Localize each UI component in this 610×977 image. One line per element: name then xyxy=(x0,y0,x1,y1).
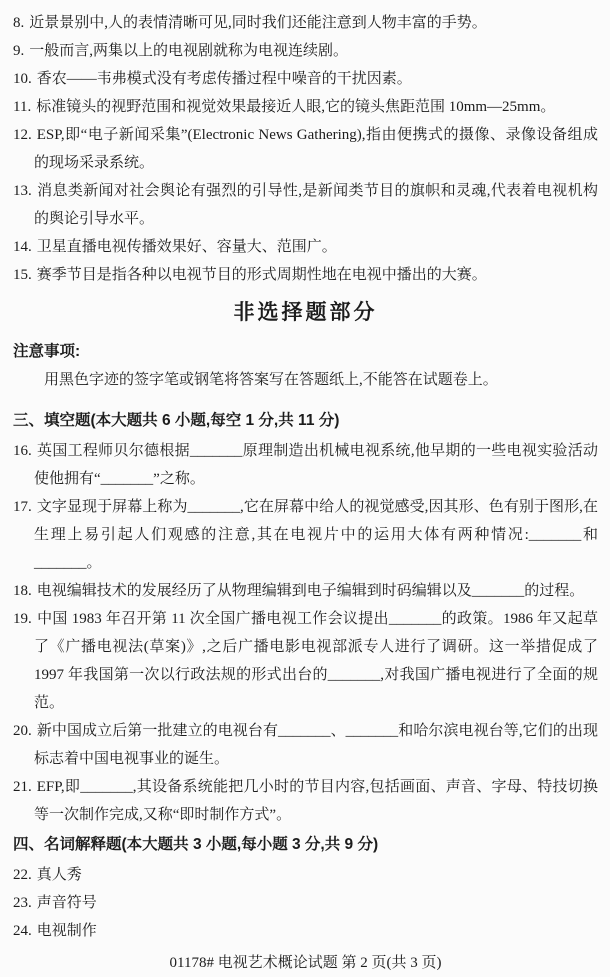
statement-item xyxy=(13,121,598,177)
fill-blank-item xyxy=(13,605,598,717)
term-item xyxy=(13,917,598,945)
item-text: 声音符号 xyxy=(36,895,97,911)
item-number: 19. xyxy=(13,611,32,627)
item-text: 一般而言,两集以上的电视剧就称为电视连续剧。 xyxy=(29,43,349,59)
item-number: 16. xyxy=(13,443,32,459)
fill-blank-items xyxy=(13,437,598,829)
item-number: 23. xyxy=(13,895,32,911)
term-item xyxy=(13,861,598,889)
item-text: 中国 1983 年召开第 11 次全国广播电视工作会议提出_______的政策。1986 年又起草了《广播电视法(草案)》,之后广播电影电视部派专人进行了调研。这一举措促成了 1997 年我国第一次以行政法规的形式出台的_______,对我国广播电视进行了全面的规范。 xyxy=(34,611,598,711)
non-choice-section-heading: 非选择题部分 xyxy=(233,301,378,324)
item-number: 21. xyxy=(13,779,32,795)
item-number: 10. xyxy=(13,71,32,87)
notice-body: 用黑色字迹的签字笔或钢笔将答案写在答题纸上,不能答在试题卷上。 xyxy=(44,372,498,388)
item-text: 文字显现于屏幕上称为_______,它在屏幕中给人的视觉感受,因其形、色有别于图形,在生理上易引起人们观感的注意,其在电视片中的运用大体有两种情况:_______和_______。 xyxy=(34,499,598,571)
fill-blank-item xyxy=(13,493,598,577)
item-number: 24. xyxy=(13,923,32,939)
item-text: 英国工程师贝尔德根据_______原理制造出机械电视系统,他早期的一些电视实验活动使他拥有“_______”之称。 xyxy=(34,443,598,487)
item-number: 20. xyxy=(13,723,32,739)
item-text: 香农——韦弗模式没有考虑传播过程中噪音的干扰因素。 xyxy=(36,71,412,87)
item-text: 电视编辑技术的发展经历了从物理编辑到电子编辑到时码编辑以及_______的过程。 xyxy=(36,583,585,599)
item-number: 13. xyxy=(13,183,32,199)
item-text: 电视制作 xyxy=(36,923,97,939)
item-number: 12. xyxy=(13,127,32,143)
item-number: 15. xyxy=(13,267,32,283)
item-text: 消息类新闻对社会舆论有强烈的引导性,是新闻类节目的旗帜和灵魂,代表着电视机构的舆论引导水平。 xyxy=(34,183,598,227)
item-text: 标准镜头的视野范围和视觉效果最接近人眼,它的镜头焦距范围 10mm—25mm。 xyxy=(36,99,556,115)
statement-item xyxy=(13,37,598,65)
item-text: 真人秀 xyxy=(36,867,82,883)
statement-item xyxy=(13,233,598,261)
term-items xyxy=(13,861,598,945)
item-text: EFP,即_______,其设备系统能把几小时的节目内容,包括画面、声音、字母、特技切换等一次制作完成,又称“即时制作方式”。 xyxy=(34,779,598,823)
fill-blank-item xyxy=(13,437,598,493)
term-item xyxy=(13,889,598,917)
page-footer: 01178# 电视艺术概论试题 第 2 页(共 3 页) xyxy=(169,955,442,971)
notice-block xyxy=(13,338,598,394)
item-number: 11. xyxy=(13,99,32,115)
item-text: 近景景别中,人的表情清晰可见,同时我们还能注意到人物丰富的手势。 xyxy=(29,15,487,31)
judgment-statements xyxy=(13,9,598,289)
item-text: 赛季节目是指各种以电视节目的形式周期性地在电视中播出的大赛。 xyxy=(36,267,487,283)
term-section-heading: 四、名词解释题(本大题共 3 小题,每小题 3 分,共 9 分) xyxy=(13,836,379,853)
item-text: 新中国成立后第一批建立的电视台有_______、_______和哈尔滨电视台等,它们的出现标志着中国电视事业的诞生。 xyxy=(34,723,598,767)
statement-item xyxy=(13,65,598,93)
statement-item xyxy=(13,93,598,121)
item-text: ESP,即“电子新闻采集”(Electronic News Gathering),指由便携式的摄像、录像设备组成的现场采录系统。 xyxy=(34,127,598,171)
item-number: 18. xyxy=(13,583,32,599)
statement-item xyxy=(13,261,598,289)
notice-title: 注意事项: xyxy=(13,343,81,360)
statement-item xyxy=(13,9,598,37)
fill-blank-item xyxy=(13,717,598,773)
fill-section-heading: 三、填空题(本大题共 6 小题,每空 1 分,共 11 分) xyxy=(13,412,340,429)
fill-blank-item xyxy=(13,773,598,829)
item-number: 14. xyxy=(13,239,32,255)
statement-item xyxy=(13,177,598,233)
item-number: 17. xyxy=(13,499,32,515)
fill-blank-item xyxy=(13,577,598,605)
item-number: 22. xyxy=(13,867,32,883)
item-number: 9. xyxy=(13,43,25,59)
item-number: 8. xyxy=(13,15,25,31)
item-text: 卫星直播电视传播效果好、容量大、范围广。 xyxy=(36,239,337,255)
